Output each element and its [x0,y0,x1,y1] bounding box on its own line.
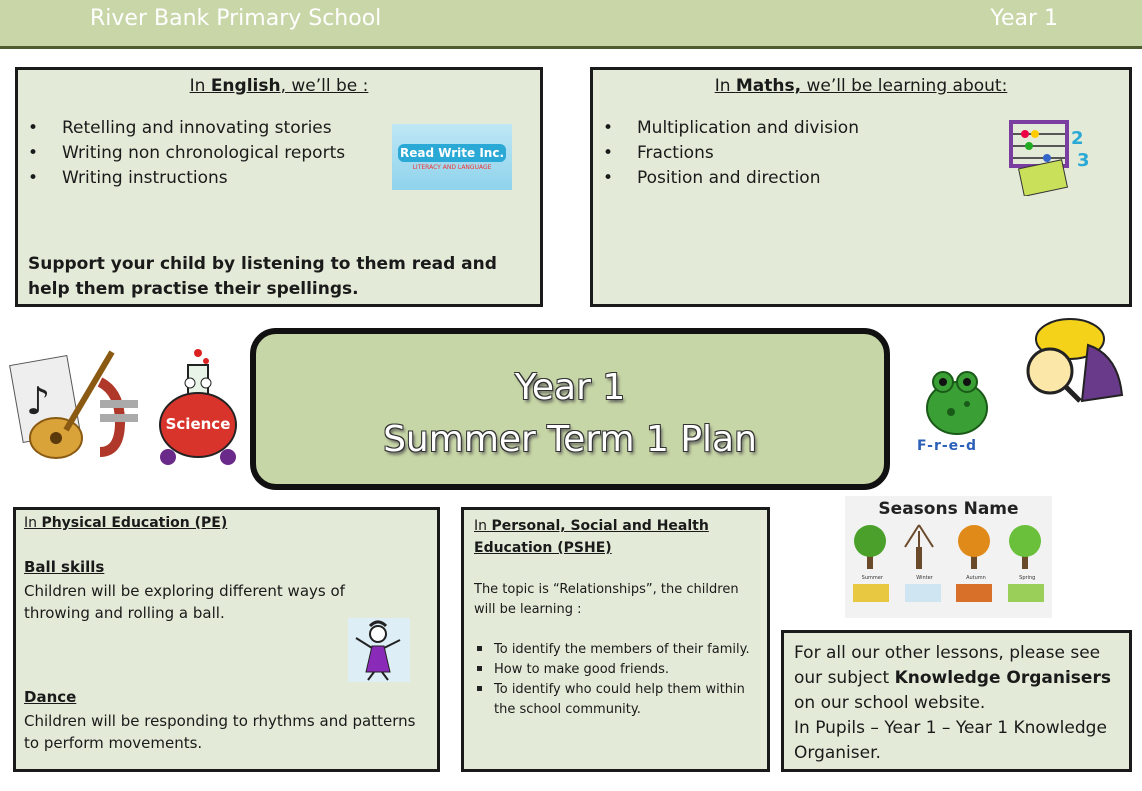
flask-icon [152,345,244,467]
list-item: To identify the members of their family. [474,640,764,660]
english-panel [15,67,543,307]
pshe-panel [461,507,770,772]
svg-text:2: 2 [1071,128,1084,149]
fred-frog-clipart [915,368,1001,456]
season-label: Spring [1019,575,1036,581]
list-item: • Writing non chronological reports [18,141,540,166]
knowledge-organisers-text: Knowledge Organisers [894,668,1111,688]
header-year: Year 1 [990,6,1058,31]
science-label: Science [165,415,231,433]
other-lessons-text: For all our other lessons, please see our subject [794,643,1101,688]
pupils-path-text: In Pupils – Year 1 – Year 1 Knowledge Organiser. [794,718,1107,763]
svg-text:♪: ♪ [26,379,51,423]
maths-panel [590,67,1132,307]
english-heading-suffix: , we’ll be : [280,76,369,96]
logo-title: Read Write Inc. [399,146,505,160]
maths-heading-subject: Maths, [735,76,802,96]
english-heading-subject: English [210,76,281,96]
season-label: Summer [861,575,883,581]
pe-heading-prefix: In [24,515,42,531]
read-write-inc-logo [392,124,512,190]
dance-text: Children will be responding to rhythms and patterns to perform movements. [24,712,416,752]
header-bar [0,0,1142,49]
detective-magnifier-clipart [1010,315,1130,409]
other-lessons-panel [781,630,1132,772]
pe-panel [13,507,440,772]
school-name: River Bank Primary School [90,6,382,31]
season-labels [845,575,1052,581]
list-item: • Fractions [593,141,1129,166]
season-label: Autumn [966,575,986,581]
english-heading-prefix: In [189,76,211,96]
maths-heading-suffix: we’ll be learning about: [801,76,1008,96]
season-label: Winter [916,575,933,581]
list-item: • Retelling and innovating stories [18,116,540,141]
pshe-heading-subject: Personal, Social and Health Education (PSHE) [474,518,709,556]
ball-skills-text: Children will be exploring different ways of throwing and rolling a ball. [24,582,345,622]
list-item: • Writing instructions [18,166,540,191]
list-item: How to make good friends. [474,660,764,680]
page-title-line1: Year 1 [514,367,626,408]
pshe-heading [474,515,754,559]
english-heading [18,76,540,96]
winter-swatch [905,584,941,602]
music-instruments-clipart [8,342,148,470]
other-lessons-text-2: on our school website. [794,693,986,713]
maths-heading-prefix: In [714,76,736,96]
season-swatches [845,584,1052,602]
pe-heading-subject: Physical Education (PE) [41,515,228,531]
list-item: To identify who could help them within the school community. [474,680,764,720]
maths-heading [593,76,1129,96]
science-flask-clipart [152,345,244,467]
summer-swatch [853,584,889,602]
dancer-girl-clipart [348,618,410,682]
spring-swatch [1008,584,1044,602]
ball-skills-heading: Ball skills [24,558,105,576]
pshe-list [474,640,764,720]
logo-subtitle: LITERACY AND LANGUAGE [412,164,492,171]
seasonal-trees-icon [845,519,1052,571]
abacus-icon [1007,114,1095,196]
pshe-intro: The topic is “Relationships”, the children will be learning : [474,582,739,617]
list-item: • Multiplication and division [593,116,1129,141]
title-panel [250,328,890,490]
fred-label: F-r-e-d [917,438,977,454]
seasons-poster [845,496,1052,618]
autumn-swatch [956,584,992,602]
seasons-title: Seasons Name [878,499,1019,519]
english-support-text: Support your child by listening to them read and help them practise their spellings. [28,254,497,299]
dance-heading: Dance [24,688,77,706]
svg-text:3: 3 [1077,150,1090,171]
list-item: • Position and direction [593,166,1129,191]
pe-heading [24,515,227,531]
page-title-line2: Summer Term 1 Plan [383,419,757,460]
pshe-heading-prefix: In [474,518,492,534]
frog-icon [915,368,1001,438]
